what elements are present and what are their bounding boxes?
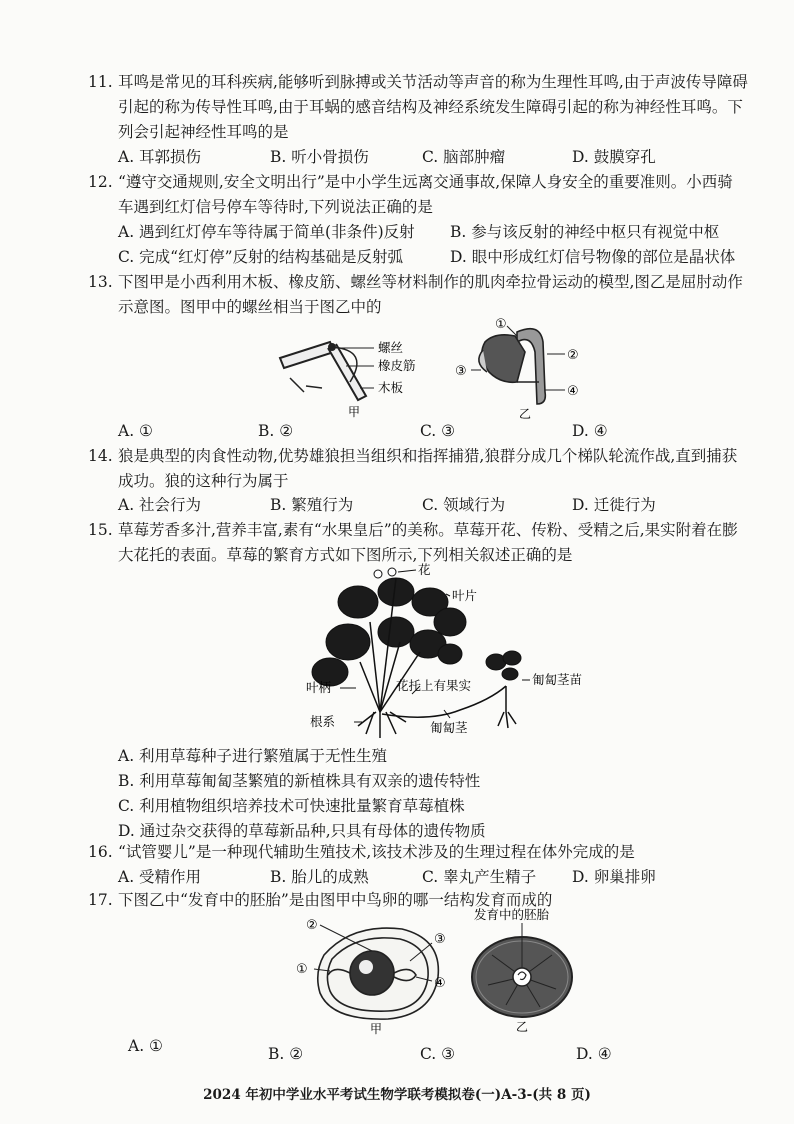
- option-b[interactable]: B. 参与该反射的神经中枢只有视觉中枢: [450, 223, 720, 241]
- option-a[interactable]: A. 社会行为: [118, 496, 202, 514]
- option-b[interactable]: B. ②: [268, 1045, 304, 1063]
- option-d[interactable]: D. ④: [576, 1045, 612, 1063]
- question-number: 12.: [88, 173, 113, 191]
- option-d[interactable]: D. 眼中形成红灯信号物像的部位是晶状体: [450, 248, 736, 266]
- option-b[interactable]: B. 繁殖行为: [270, 496, 354, 514]
- option-c[interactable]: C. 领域行为: [422, 496, 506, 514]
- figure-15-strawberry: [300, 562, 590, 742]
- figure-13-yi: [455, 312, 595, 422]
- question-14: [88, 444, 748, 494]
- caption-jia: 甲: [370, 1022, 383, 1035]
- option-a[interactable]: A. 利用草莓种子进行繁殖属于无性生殖: [118, 747, 388, 765]
- question-16: [88, 840, 748, 865]
- option-a[interactable]: A. 耳郭损伤: [118, 148, 202, 166]
- label-2: ②: [567, 348, 579, 363]
- question-number: 11.: [88, 73, 113, 91]
- option-b[interactable]: B. 利用草莓匍匐茎繁殖的新植株具有双亲的遗传特性: [118, 772, 481, 790]
- label-3: ③: [434, 932, 446, 947]
- label-2: ②: [306, 918, 318, 933]
- question-17: [88, 888, 748, 913]
- question-number: 14.: [88, 447, 113, 465]
- option-a[interactable]: A. 受精作用: [118, 868, 202, 886]
- label-runner: 匍匐茎: [430, 720, 468, 735]
- label-rubber-band: 橡皮筋: [378, 358, 416, 373]
- question-number: 16.: [88, 843, 113, 861]
- label-leaf: 叶片: [452, 588, 478, 603]
- label-board: 木板: [378, 380, 404, 395]
- option-c[interactable]: C. 睾丸产生精子: [422, 868, 537, 886]
- figure-17-jia-egg: [292, 915, 462, 1035]
- option-c[interactable]: C. ③: [420, 1045, 456, 1063]
- option-d[interactable]: D. 迁徙行为: [572, 496, 656, 514]
- figure-17-yi-embryo: [462, 905, 592, 1035]
- label-1: ①: [296, 962, 308, 977]
- option-a[interactable]: A. 遇到红灯停车等待属于简单(非条件)反射: [118, 223, 415, 241]
- label-root-system: 根系: [310, 714, 336, 729]
- page-footer: 2024 年初中学业水平考试生物学联考模拟卷(一)A-3-(共 8 页): [203, 1087, 591, 1103]
- caption-yi: 乙: [519, 407, 532, 421]
- label-receptacle-fruit: 花托上有果实: [396, 678, 472, 693]
- option-d[interactable]: D. 通过杂交获得的草莓新品种,只具有母体的遗传物质: [118, 822, 486, 840]
- label-developing-embryo: 发育中的胚胎: [474, 907, 550, 922]
- label-screw: 螺丝: [378, 340, 404, 355]
- option-d[interactable]: D. 鼓膜穿孔: [572, 148, 656, 166]
- caption-yi: 乙: [516, 1020, 529, 1034]
- question-number: 17.: [88, 891, 113, 909]
- question-text: 草莓芳香多汁,营养丰富,素有“水果皇后”的美称。草莓开花、传粉、受精之后,果实附着在膨大花托的表面。草莓的繁育方式如下图所示,下列相关叙述正确的是: [118, 521, 738, 564]
- question-text: 耳鸣是常见的耳科疾病,能够听到脉搏或关节活动等声音的称为生理性耳鸣,由于声波传导障碍引起的称为传导性耳鸣,由于耳蜗的感音结构及神经系统发生障碍引起的称为神经性耳鸣。下列会引起神经性耳鸣的是: [118, 73, 748, 141]
- question-text: 狼是典型的肉食性动物,优势雄狼担当组织和指挥捕猎,狼群分成几个梯队轮流作战,直到捕获成功。狼的这种行为属于: [118, 447, 738, 490]
- option-c[interactable]: C. ③: [420, 422, 456, 440]
- question-text: 下图乙中“发育中的胚胎”是由图甲中鸟卵的哪一结构发育而成的: [118, 891, 553, 909]
- option-c[interactable]: C. 脑部肿瘤: [422, 148, 506, 166]
- option-a[interactable]: A. ①: [118, 422, 153, 440]
- caption-jia: 甲: [348, 405, 361, 419]
- question-number: 13.: [88, 273, 113, 291]
- question-number: 15.: [88, 521, 113, 539]
- question-text: “试管婴儿”是一种现代辅助生殖技术,该技术涉及的生理过程在体外完成的是: [118, 843, 635, 861]
- label-petiole: 叶柄: [306, 680, 332, 695]
- question-12: [88, 170, 748, 220]
- option-b[interactable]: B. 胎儿的成熟: [270, 868, 369, 886]
- option-d[interactable]: D. ④: [572, 422, 608, 440]
- label-3: ③: [455, 364, 467, 379]
- question-text: 下图甲是小西利用木板、橡皮筋、螺丝等材料制作的肌肉牵拉骨运动的模型,图乙是屈肘动作示意图。图甲中的螺丝相当于图乙中的: [118, 273, 743, 316]
- label-runner-seedling: 匍匐茎苗: [532, 672, 583, 687]
- question-15: [88, 518, 748, 568]
- label-flower: 花: [418, 562, 431, 577]
- option-c[interactable]: C. 完成“红灯停”反射的结构基础是反射弧: [118, 248, 404, 266]
- option-b[interactable]: B. ②: [258, 422, 294, 440]
- question-13: [88, 270, 748, 320]
- label-1: ①: [495, 317, 507, 332]
- label-4: ④: [567, 384, 579, 399]
- question-11: [88, 70, 748, 145]
- option-c[interactable]: C. 利用植物组织培养技术可快速批量繁育草莓植株: [118, 797, 465, 815]
- option-d[interactable]: D. 卵巢排卵: [572, 868, 656, 886]
- option-a[interactable]: A. ①: [128, 1037, 163, 1055]
- question-text: “遵守交通规则,安全文明出行”是中小学生远离交通事故,保障人身安全的重要准则。小西骑车遇到红灯信号停车等待时,下列说法正确的是: [118, 173, 733, 216]
- option-b[interactable]: B. 听小骨损伤: [270, 148, 369, 166]
- figure-13-jia: [270, 330, 440, 420]
- label-4: ④: [434, 976, 446, 991]
